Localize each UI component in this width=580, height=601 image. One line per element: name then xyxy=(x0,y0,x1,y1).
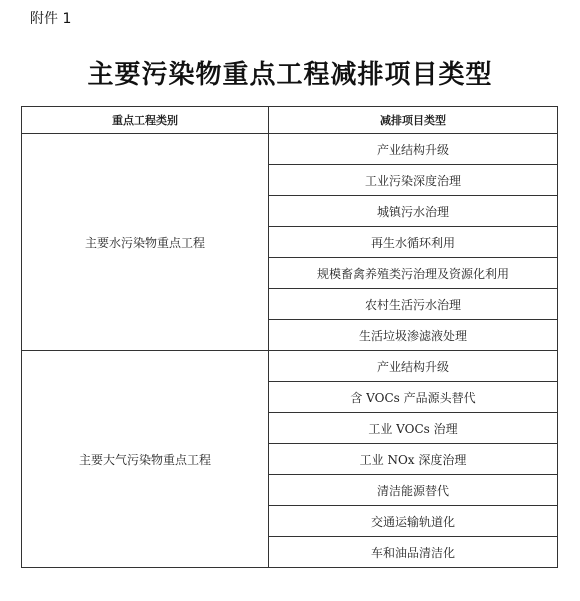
project-type-cell: 含 VOCs 产品源头替代 xyxy=(269,382,558,413)
project-type-cell: 工业污染深度治理 xyxy=(269,165,558,196)
project-type-cell: 产业结构升级 xyxy=(269,134,558,165)
header-project-type: 减排项目类型 xyxy=(269,107,558,134)
document-title: 主要污染物重点工程减排项目类型 xyxy=(87,60,493,90)
table-row xyxy=(22,134,558,165)
project-type-cell: 清洁能源替代 xyxy=(269,475,558,506)
category-cell: 主要水污染物重点工程 xyxy=(22,134,269,351)
table-row xyxy=(22,351,558,382)
project-type-cell: 工业 NOx 深度治理 xyxy=(269,444,558,475)
project-type-cell: 城镇污水治理 xyxy=(269,196,558,227)
project-type-cell: 规模畜禽养殖类污治理及资源化利用 xyxy=(269,258,558,289)
category-cell: 主要大气污染物重点工程 xyxy=(22,351,269,568)
project-type-cell: 工业 VOCs 治理 xyxy=(269,413,558,444)
project-type-cell: 农村生活污水治理 xyxy=(269,289,558,320)
project-type-cell: 交通运输轨道化 xyxy=(269,506,558,537)
project-type-cell: 生活垃圾渗滤液处理 xyxy=(269,320,558,351)
project-type-cell: 再生水循环利用 xyxy=(269,227,558,258)
table-header-row xyxy=(22,107,558,134)
project-type-cell: 产业结构升级 xyxy=(269,351,558,382)
project-type-table xyxy=(21,106,558,568)
attachment-label: 附件 1 xyxy=(30,11,72,27)
header-category: 重点工程类别 xyxy=(22,107,269,134)
project-type-cell: 车和油品清洁化 xyxy=(269,537,558,568)
